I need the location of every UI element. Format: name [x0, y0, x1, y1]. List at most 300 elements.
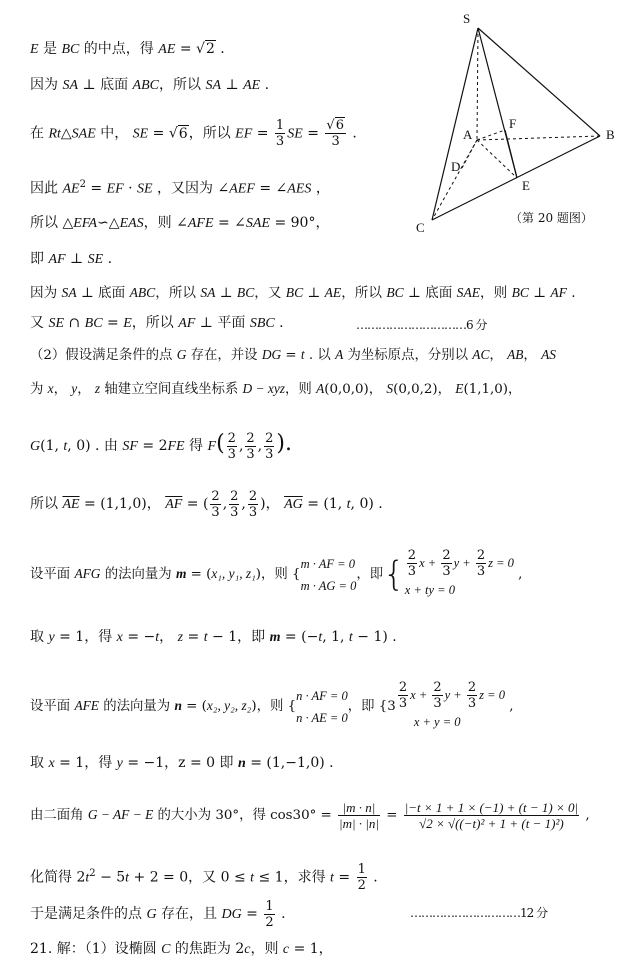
t: E: [455, 381, 464, 396]
t: 1: [275, 118, 285, 133]
t: 2: [211, 488, 220, 504]
t: ⊥ 底面: [78, 77, 133, 93]
t: ⊥: [65, 251, 88, 267]
line-15: [30, 680, 513, 733]
t: 2: [476, 548, 486, 563]
t: =: [381, 808, 402, 823]
t: D − xyz: [242, 381, 286, 396]
t: AE: [324, 285, 342, 300]
tetrahedron-figure: [405, 8, 620, 238]
t: =: [241, 906, 263, 922]
t: E: [30, 42, 39, 57]
t: t: [318, 630, 323, 645]
t: y: [71, 381, 78, 396]
t: 1: [357, 862, 366, 878]
system: [396, 680, 505, 733]
t: BC: [511, 285, 529, 300]
t: x + y = 0: [413, 715, 461, 729]
t: = (: [181, 699, 207, 714]
t: ，即: [356, 567, 384, 582]
label-c: C: [416, 220, 425, 235]
t: |−t × 1 + 1 × (−1) + (t − 1) × 0|: [404, 800, 579, 815]
t: ⊥: [528, 285, 551, 301]
line-19: [30, 896, 286, 933]
t: BC: [61, 42, 80, 57]
frac: [441, 548, 451, 579]
t: 3: [230, 504, 239, 520]
t: 3: [433, 696, 442, 711]
t: 2: [433, 680, 442, 695]
t: 的大小为 30°，得 cos30° =: [153, 808, 337, 823]
line-6: [30, 250, 112, 269]
t: , 1,: [322, 629, 349, 645]
frac: [264, 899, 274, 930]
edge-sa: [477, 28, 478, 140]
t: = 1，得: [54, 629, 117, 645]
t: 3: [476, 564, 486, 579]
t: SA: [205, 78, 222, 93]
t: 3: [211, 504, 220, 520]
t: ，所以: [155, 285, 201, 301]
t: ∠AES: [275, 181, 312, 197]
edge-ae: [477, 140, 517, 178]
t: x: [47, 381, 54, 396]
t: =: [175, 41, 197, 57]
label-d: D: [451, 159, 461, 174]
t: 中，: [95, 125, 133, 142]
t: , 0) .: [350, 496, 383, 512]
t: =: [302, 125, 324, 142]
t: 的法向量为: [100, 567, 176, 582]
t: ABC: [132, 78, 159, 93]
t: 2: [442, 548, 451, 563]
t: BC: [386, 285, 404, 300]
t: 为: [30, 382, 48, 397]
t: 2: [230, 488, 239, 504]
t: (1,1,0)，: [463, 382, 522, 397]
t: C: [161, 942, 171, 957]
t: .: [260, 77, 270, 93]
t: t: [85, 870, 90, 886]
t: F: [207, 439, 217, 454]
t: ，所以: [341, 285, 387, 301]
t: 取: [30, 629, 49, 645]
t: t: [203, 630, 208, 645]
t: 设平面: [30, 699, 75, 714]
t: y +: [453, 556, 474, 570]
t: − 5: [95, 869, 126, 886]
frac: [245, 431, 255, 462]
t: 2: [407, 548, 417, 563]
t: t: [155, 630, 160, 645]
t: n: [174, 698, 182, 713]
t: .: [276, 906, 286, 922]
t: $\overline{AG}$: [284, 497, 303, 512]
t: 于是满足条件的点: [30, 906, 147, 922]
frac: [264, 431, 274, 462]
t: AF: [48, 252, 66, 267]
t: 又: [30, 315, 49, 331]
t: 3: [442, 564, 451, 579]
label-b: B: [606, 127, 615, 142]
t: ，所以: [159, 77, 206, 93]
frac: [476, 548, 486, 579]
t: (1,: [40, 438, 64, 454]
t: ，所以: [188, 125, 236, 142]
line-1: E 是 BC 的中点，得 AE = √2 .: [30, 41, 225, 57]
frac: [398, 680, 408, 711]
t: x₂, y₂, z₂: [206, 698, 252, 713]
line-3: 在 Rt△SAE 中， SE = √6，所以 EF = $\frac{1}{3}$ SE = $\frac{√6}{3}$ .: [30, 118, 357, 149]
t: =: [333, 869, 355, 886]
line-9: [30, 346, 556, 365]
t: .: [368, 869, 378, 886]
t: SE: [137, 181, 153, 197]
frac: [432, 680, 442, 711]
t: x +: [410, 688, 431, 702]
t: , 0) . 由: [67, 438, 123, 454]
edge-sb: [478, 28, 600, 136]
frac: [210, 489, 220, 520]
t: AF: [550, 285, 567, 300]
line-16: [30, 754, 334, 773]
t: =: [85, 180, 107, 197]
edge-af: [477, 130, 505, 140]
t: 因此: [30, 180, 63, 197]
t: )，: [260, 496, 285, 512]
t: (: [216, 431, 225, 456]
t: 3: [407, 564, 417, 579]
t: DG: [261, 347, 282, 362]
t: ,: [581, 808, 590, 823]
t: )，则 {: [255, 567, 301, 582]
t: SA: [200, 285, 216, 300]
t: SA: [62, 78, 79, 93]
t: 在: [30, 125, 49, 142]
t: 1: [265, 898, 274, 914]
t: =: [213, 215, 235, 231]
t: t: [250, 870, 255, 886]
t: y: [116, 756, 123, 771]
t: + 2 = 0，又 0 ≤: [129, 869, 251, 886]
label-s: S: [463, 11, 471, 26]
t: = 2: [137, 438, 168, 454]
t: ⊥ 底面: [403, 285, 457, 301]
t: EF: [235, 126, 253, 142]
t: BC: [285, 285, 304, 300]
t: G: [176, 347, 187, 362]
t: m: [175, 566, 187, 581]
t: |m · n|: [338, 800, 380, 816]
t: ∠AEF: [217, 181, 255, 197]
t: )，则 {: [251, 699, 297, 714]
edge-ef: [505, 130, 517, 178]
edge-sc: [432, 28, 478, 220]
t: = −1，z = 0 即: [122, 755, 238, 771]
t: z: [94, 381, 101, 396]
edge-cb: [432, 136, 600, 220]
t: 3: [331, 134, 340, 149]
t: G − AF − E: [87, 807, 154, 822]
t: 2: [227, 430, 236, 446]
t: t: [330, 870, 334, 886]
t: S: [386, 381, 394, 396]
t: BC: [236, 285, 255, 300]
edge-dg: [462, 140, 477, 168]
t: A: [335, 347, 344, 362]
label-a: A: [463, 127, 473, 142]
t: SF: [122, 439, 138, 454]
t: .: [103, 251, 113, 267]
t: AS: [541, 347, 556, 362]
t: = (1,: [302, 496, 347, 512]
t: = (1,−1,0) .: [245, 755, 334, 771]
t: = (1,1,0)，: [79, 496, 166, 512]
label-e: E: [522, 178, 530, 193]
line-4: [30, 176, 330, 199]
t: = 1，: [289, 941, 333, 957]
t: AF: [178, 316, 196, 331]
t: . 以: [304, 348, 336, 363]
t: Rt△SAE: [48, 126, 96, 142]
t: = 90°，: [270, 215, 330, 231]
label-f: F: [509, 116, 517, 131]
frac: [467, 680, 477, 711]
t: ∠SAE: [234, 216, 270, 231]
t: G: [30, 439, 41, 454]
frac: [404, 800, 579, 831]
t: ,: [238, 438, 244, 454]
t: 2: [398, 680, 408, 695]
t: ⊥ 底面: [76, 285, 130, 301]
score-12: …………………………12 分: [410, 906, 548, 920]
t: SE: [48, 316, 65, 331]
t: y: [48, 630, 55, 645]
t: .: [347, 125, 357, 142]
frac: [407, 548, 417, 579]
t: （2）假设满足条件的点: [30, 348, 177, 363]
t: ·: [123, 180, 138, 197]
t: ⊥: [221, 77, 244, 93]
line-8: [30, 314, 284, 333]
t: z = 0: [488, 556, 514, 570]
t: 的焦距为 2: [170, 941, 245, 957]
t: 6: [335, 118, 344, 133]
t: =: [183, 629, 204, 645]
t: ，: [489, 348, 508, 363]
frac: [227, 431, 237, 462]
t: 为坐标原点，分别以: [343, 348, 473, 363]
t: 的中点，得: [79, 41, 159, 57]
t: 得: [184, 438, 208, 454]
frac: [248, 489, 258, 520]
system: [301, 553, 357, 597]
t: 所以: [30, 215, 63, 231]
t: .: [274, 315, 284, 331]
t: m · AF = 0: [300, 556, 355, 571]
t: c: [244, 942, 251, 957]
t: 取: [30, 755, 49, 771]
t: 6: [178, 125, 188, 142]
t: 设平面: [30, 567, 75, 582]
t: 2: [467, 680, 477, 695]
t: 2: [248, 488, 258, 504]
t: SA: [61, 285, 77, 300]
t: 3: [275, 134, 285, 149]
system: [296, 685, 348, 729]
t: 21. 解：（1）设椭圆: [30, 941, 162, 957]
t: m · AG = 0: [300, 578, 357, 593]
line-12: [30, 484, 383, 525]
t: t: [300, 347, 305, 362]
t: x: [116, 630, 123, 645]
t: G: [146, 907, 157, 922]
t: =: [254, 180, 276, 197]
t: t: [348, 630, 353, 645]
t: ，又: [254, 285, 286, 301]
t: 3: [227, 446, 236, 462]
t: ABC: [129, 285, 156, 300]
t: 3: [265, 446, 274, 462]
t: = (−: [280, 629, 319, 645]
t: ).: [276, 431, 292, 456]
t: ，: [159, 629, 178, 645]
t: x + ty = 0: [404, 583, 455, 597]
t: ，: [53, 382, 72, 397]
line-20: [30, 940, 333, 959]
line-2: [30, 76, 269, 95]
t: 3: [246, 446, 255, 462]
t: (0,0,0)，: [324, 382, 387, 397]
t: 2: [246, 430, 255, 446]
t: 是: [38, 41, 62, 57]
t: c: [282, 942, 290, 957]
t: ,: [241, 496, 246, 512]
line-5: [30, 214, 329, 233]
t: y +: [444, 688, 465, 702]
t: ，: [311, 180, 330, 197]
t: t: [63, 439, 68, 454]
t: 因为: [30, 285, 62, 301]
t: ⊥: [215, 285, 237, 301]
frac: [357, 862, 367, 893]
t: √2 × √((−t)² + 1 + (t − 1)²): [419, 816, 564, 831]
t: ，即 {3: [347, 699, 396, 714]
t: 3: [248, 504, 258, 520]
t: 2: [265, 914, 274, 930]
t: 存在，并设: [186, 348, 262, 363]
t: 存在，且: [156, 906, 222, 922]
brace: {: [383, 554, 405, 595]
line-7: [30, 284, 576, 302]
t: n · AF = 0: [296, 688, 348, 703]
t: ，则: [143, 215, 177, 231]
frac: [338, 800, 380, 831]
t: =: [281, 348, 301, 363]
frac: [275, 118, 285, 149]
t: 由二面角: [30, 808, 88, 823]
edge-ab: [477, 136, 600, 140]
t: ⊥: [303, 285, 325, 301]
t: z: [177, 630, 184, 645]
t: 所以: [30, 496, 63, 512]
t: = −: [122, 629, 156, 645]
t: AFE: [74, 698, 99, 713]
t: − 1) .: [352, 629, 397, 645]
edge-ac: [432, 140, 477, 220]
t: SBC: [249, 316, 275, 331]
t: =: [102, 315, 124, 331]
t: x: [48, 756, 55, 771]
t: BC: [84, 316, 103, 331]
t: n · AE = 0: [296, 710, 348, 725]
t: ，则: [250, 941, 283, 957]
t: AB: [507, 347, 524, 362]
t: ,: [513, 567, 523, 582]
t: = (: [186, 567, 212, 582]
t: 2: [265, 430, 274, 446]
t: m: [269, 630, 281, 645]
t: $\overline{AF}$: [165, 497, 183, 512]
t: = (: [182, 496, 209, 512]
t: 的法向量为: [98, 699, 175, 714]
t: z = 0: [479, 688, 505, 702]
t: DG: [221, 907, 242, 922]
t: ∩: [64, 315, 85, 331]
t: ，则: [480, 285, 512, 301]
t: ，: [77, 382, 95, 397]
t: ，又因为: [152, 180, 218, 197]
system: [405, 548, 514, 601]
t: ⊥ 平面: [195, 315, 250, 331]
t: 3: [398, 696, 408, 711]
t: SAE: [456, 285, 481, 300]
t: ,: [222, 496, 228, 512]
t: x +: [419, 556, 440, 570]
t: x₁, y₁, z₁: [211, 566, 256, 581]
t: SE: [87, 252, 104, 267]
t: SE: [132, 126, 149, 142]
line-17: [30, 790, 590, 841]
t: =: [252, 125, 273, 142]
t: t: [125, 870, 130, 886]
t: ，所以: [131, 315, 179, 331]
t: AE: [243, 78, 261, 93]
t: − 1，即: [207, 629, 270, 645]
t: EF: [106, 181, 124, 197]
t: ，则: [285, 382, 317, 397]
line-18: [30, 856, 378, 897]
score-6: …………………………6 分: [356, 318, 487, 332]
t: 化简得 2: [30, 869, 86, 886]
t: 即: [30, 251, 49, 267]
t: SE: [287, 126, 303, 142]
t: 因为: [30, 77, 63, 93]
t: AE: [62, 181, 80, 197]
t: 轴建立空间直线坐标系: [100, 382, 243, 397]
t: E: [123, 316, 132, 331]
t: (0,0,2)，: [393, 382, 456, 397]
t: 2: [89, 868, 96, 879]
t: .: [566, 285, 576, 301]
t: AE: [158, 42, 176, 57]
t: ∠AFE: [176, 216, 214, 231]
line-10: [30, 380, 521, 399]
t: 2: [357, 878, 366, 894]
line-14: [30, 628, 397, 647]
t: A: [316, 381, 325, 396]
line-13: [30, 548, 522, 601]
